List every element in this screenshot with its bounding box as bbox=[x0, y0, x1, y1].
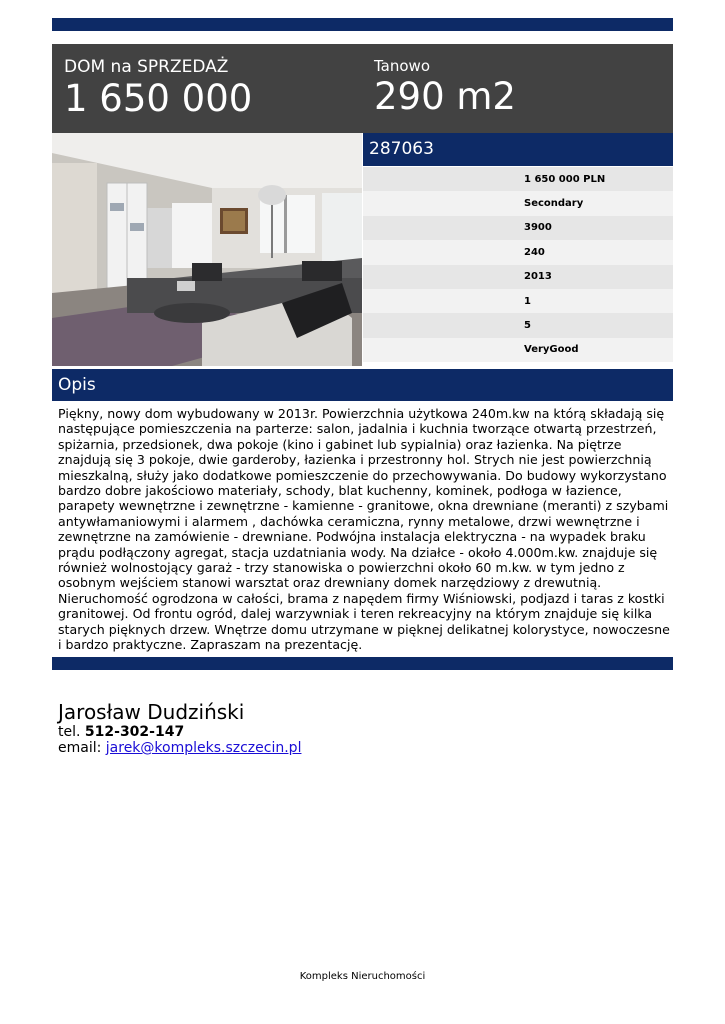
email-label: email: bbox=[58, 740, 102, 756]
property-city: Tanowo bbox=[374, 57, 431, 75]
param-condition: VeryGood bbox=[363, 338, 673, 362]
agent-phone[interactable]: 512-302-147 bbox=[84, 724, 185, 740]
param-market: Secondary bbox=[363, 191, 673, 215]
param-price: 1 650 000 PLN bbox=[363, 167, 673, 191]
param-floors: 1 bbox=[363, 289, 673, 313]
agent-email-link[interactable]: jarek@kompleks.szczecin.pl bbox=[105, 740, 302, 756]
agent-contact bbox=[58, 700, 301, 756]
param-rooms: 5 bbox=[363, 313, 673, 337]
property-type: DOM na SPRZEDAŻ bbox=[64, 57, 229, 77]
top-divider-bar bbox=[52, 18, 673, 31]
description-text: Piękny, nowy dom wybudowany w 2013r. Powierzchnia użytkowa 240m.kw na którą składają się następujące pomieszczenia na parterze: salon, jadalnia i kuchnia tworzące otwartą przestrzeń, spiżarnia, przedsionek, dwa pokoje (kino i gabinet lub sypialnia) oraz łazienka. Na piętrze znajdują się 3 pokoje, dwie garderoby, łazienka i przestronny hol. Strych nie jest powierzchnią mieszkalną, służy jako dodatkowe pomieszczenie do przechowywania. Do budowy wykorzystano bardzo dobre jakościowo materiały, schody, blat kuchenny, kominek, podłoga w łazience, parapety wewnętrzne i zewnętrzne - kamienne - granitowe, okna drewniane (meranti) z szybami antywłamaniowymi i alarmem , dachówka ceramiczna, rynny metalowe, drzwi wewnętrzne i zewnętrzne na zamówienie - drewniane. Podwójna instalacja elektryczna - na wypadek braku prądu podłączony agregat, stacja uzdatniania wody. Na działce - około 4.000m.kw. znajduje się również wolnostojący garaż - trzy stanowiska o powierzchni około 60 m.kw. w tym jedno z osobnym wejściem stanowi warsztat oraz drewniany domek narzędziowy z drewutnią. Nieruchomość ogrodzona w całości, brama z napędem firmy Wiśniowski, podjazd i taras z kostki granitowej. Od frontu ogród, dalej warzywniak i teren rekreacyjny na którym znajduje się kilka starych pięknych drzew. Wnętrze domu utrzymane w pięknej delikatnej kolorystyce, nowoczesne i bardzo praktyczne. Zapraszam na prezentację. bbox=[58, 406, 670, 653]
param-year-built: 2013 bbox=[363, 265, 673, 289]
agent-email-line bbox=[58, 740, 301, 756]
agent-phone-line bbox=[58, 724, 301, 740]
property-photo bbox=[52, 133, 362, 366]
description-title: Opis bbox=[52, 369, 673, 401]
footer-company: Kompleks Nieruchomości bbox=[299, 971, 426, 982]
params-table bbox=[363, 167, 673, 362]
param-usable-area: 240 bbox=[363, 240, 673, 264]
header-right bbox=[374, 56, 516, 118]
listing-header bbox=[52, 44, 673, 133]
property-price: 1 650 000 bbox=[64, 77, 253, 120]
listing-id: 287063 bbox=[363, 133, 673, 166]
phone-label: tel. bbox=[58, 724, 81, 740]
property-area: 290 m2 bbox=[374, 75, 516, 118]
param-plot-area: 3900 bbox=[363, 216, 673, 240]
agent-name: Jarosław Dudziński bbox=[58, 700, 245, 724]
bottom-divider-bar bbox=[52, 657, 673, 670]
header-left bbox=[64, 56, 252, 120]
